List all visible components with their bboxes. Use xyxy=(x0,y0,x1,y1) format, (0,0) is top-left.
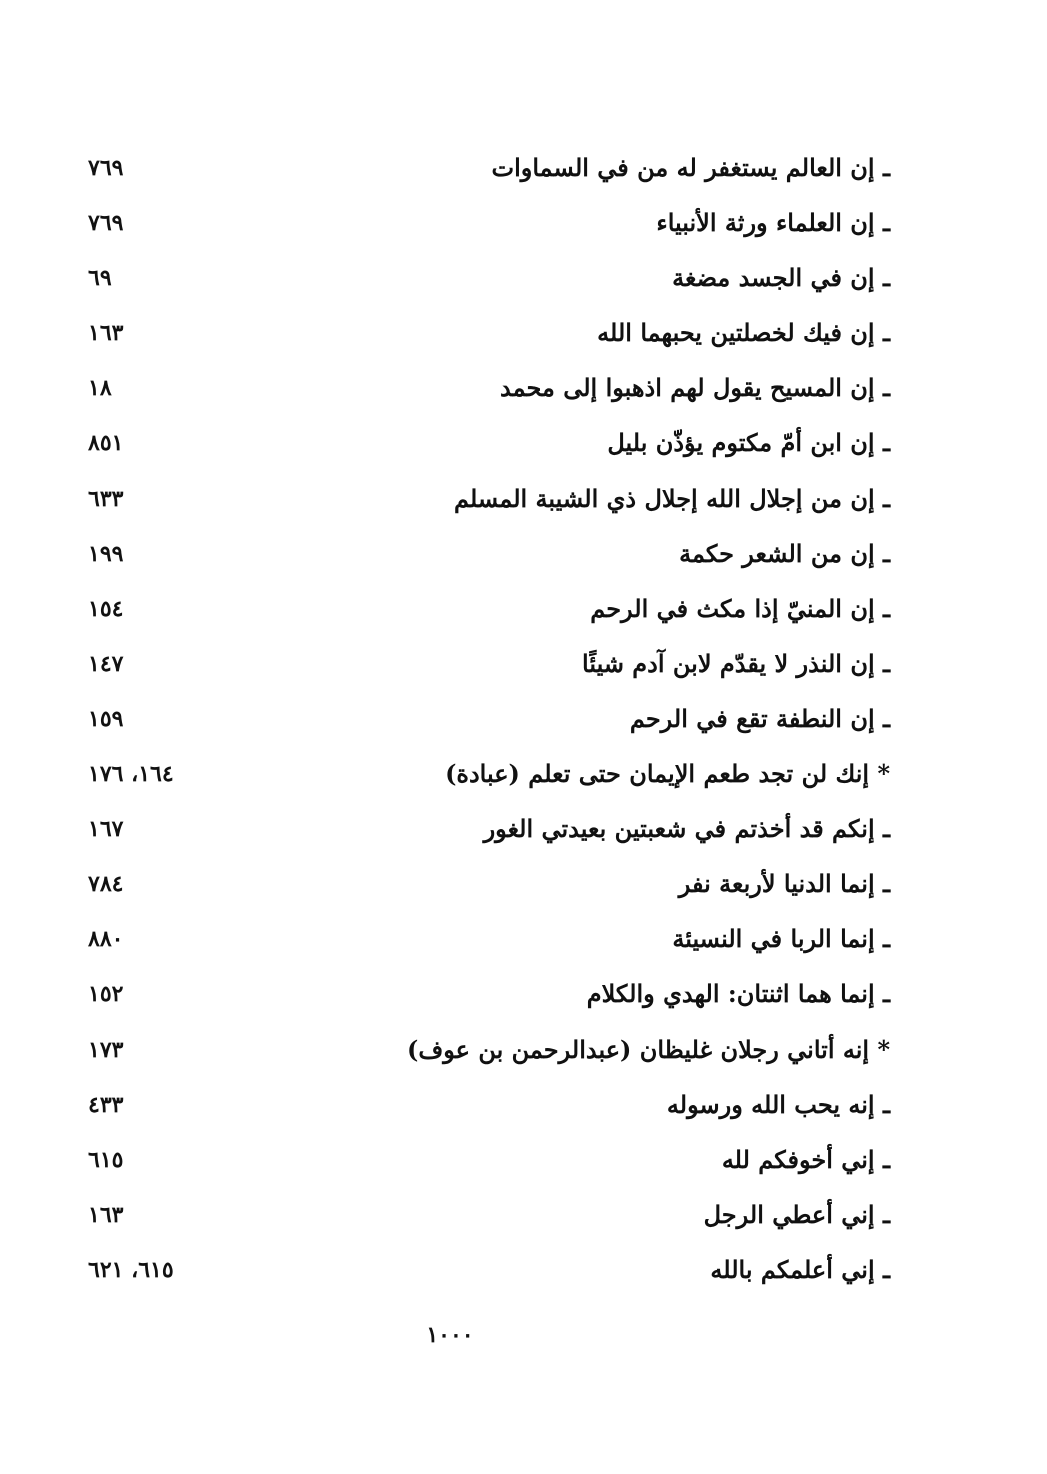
entry-text: ـ إن المنيّ إذا مكث في الرحم xyxy=(590,593,890,623)
entry-page-refs: ٤٣٣ xyxy=(88,1091,124,1118)
entry-text: ـ إنما الربا في النسيئة xyxy=(672,924,890,954)
hadith-index-list xyxy=(80,147,890,1304)
index-entry xyxy=(80,1029,890,1084)
entry-text: ـ إنكم قد أخذتم في شعبتين بعيدتي الغور xyxy=(483,814,890,844)
entry-text: ـ إن ابن أمّ مكتوم يؤذّن بليل xyxy=(607,428,890,458)
entry-text: ـ إن من الشعر حكمة xyxy=(679,538,890,568)
index-entry xyxy=(80,312,890,367)
entry-text: ـ إن العالم يستغفر له من في السماوات xyxy=(491,153,890,182)
index-entry xyxy=(80,698,890,753)
index-entry xyxy=(80,1139,890,1194)
index-entry xyxy=(80,478,890,533)
entry-page-refs: ١٥٤ xyxy=(88,595,124,622)
entry-page-refs: ١٥٢ xyxy=(88,981,124,1008)
entry-page-refs: ٨٥١ xyxy=(88,430,124,457)
index-entry xyxy=(80,422,890,477)
index-entry xyxy=(80,367,890,422)
entry-text: ـ إن النطفة تقع في الرحم xyxy=(629,703,890,733)
entry-page-refs: ١٦٧ xyxy=(88,816,124,843)
entry-text: ـ إنما هما اثنتان: الهدي والكلام xyxy=(586,979,890,1009)
index-entry xyxy=(80,1249,890,1304)
entry-page-refs: ١٦٤، ١٧٦ xyxy=(88,761,174,788)
entry-text: ـ إن في الجسد مضغة xyxy=(672,263,890,293)
entry-page-refs: ١٥٩ xyxy=(88,705,124,732)
entry-page-refs: ٦١٥، ٦٢١ xyxy=(88,1256,174,1283)
index-entry xyxy=(80,918,890,973)
entry-text: ـ إن من إجلال الله إجلال ذي الشيبة المسلم xyxy=(453,483,890,513)
index-entry xyxy=(80,588,890,643)
entry-text: ـ إنما الدنيا لأربعة نفر xyxy=(678,869,890,899)
index-entry xyxy=(80,1084,890,1139)
entry-text: ـ إن المسيح يقول لهم اذهبوا إلى محمد xyxy=(500,373,890,403)
index-entry xyxy=(80,643,890,698)
page-number: ١٠٠٠ xyxy=(426,1322,474,1348)
index-entry xyxy=(80,147,890,202)
index-entry xyxy=(80,533,890,588)
entry-page-refs: ١٦٣ xyxy=(88,1201,124,1228)
index-entry xyxy=(80,1194,890,1249)
entry-text: ـ إنه يحب الله ورسوله xyxy=(666,1089,890,1119)
index-entry xyxy=(80,973,890,1028)
entry-page-refs: ٧٨٤ xyxy=(88,871,124,898)
index-entry xyxy=(80,257,890,312)
index-entry xyxy=(80,202,890,257)
entry-text: ـ إن فيك لخصلتين يحبهما الله xyxy=(597,318,890,348)
entry-page-refs: ١٤٧ xyxy=(88,650,124,677)
entry-page-refs: ١٧٣ xyxy=(88,1036,124,1063)
entry-page-refs: ٧٦٩ xyxy=(88,155,124,181)
index-entry xyxy=(80,863,890,918)
entry-page-refs: ١٨ xyxy=(88,375,112,402)
entry-text: ـ إني أعطي الرجل xyxy=(703,1199,890,1229)
entry-page-refs: ٦٣٣ xyxy=(88,485,124,512)
index-entry xyxy=(80,808,890,863)
entry-page-refs: ٧٦٩ xyxy=(88,210,124,237)
entry-page-refs: ٦١٥ xyxy=(88,1146,124,1173)
entry-text: ـ إني أعلمكم بالله xyxy=(710,1254,890,1284)
entry-text: * إنه أتاني رجلان غليظان (عبدالرحمن بن عوف) xyxy=(407,1034,890,1064)
entry-page-refs: ١٩٩ xyxy=(88,540,124,567)
entry-page-refs: ٨٨٠ xyxy=(88,926,124,953)
index-entry xyxy=(80,753,890,808)
entry-text: ـ إن العلماء ورثة الأنبياء xyxy=(656,208,890,238)
entry-text: * إنك لن تجد طعم الإيمان حتى تعلم (عبادة) xyxy=(445,759,890,789)
entry-page-refs: ٦٩ xyxy=(88,265,112,292)
entry-text: ـ إني أخوفكم لله xyxy=(721,1144,890,1174)
entry-text: ـ إن النذر لا يقدّم لابن آدم شيئًا xyxy=(582,648,890,678)
entry-page-refs: ١٦٣ xyxy=(88,320,124,347)
